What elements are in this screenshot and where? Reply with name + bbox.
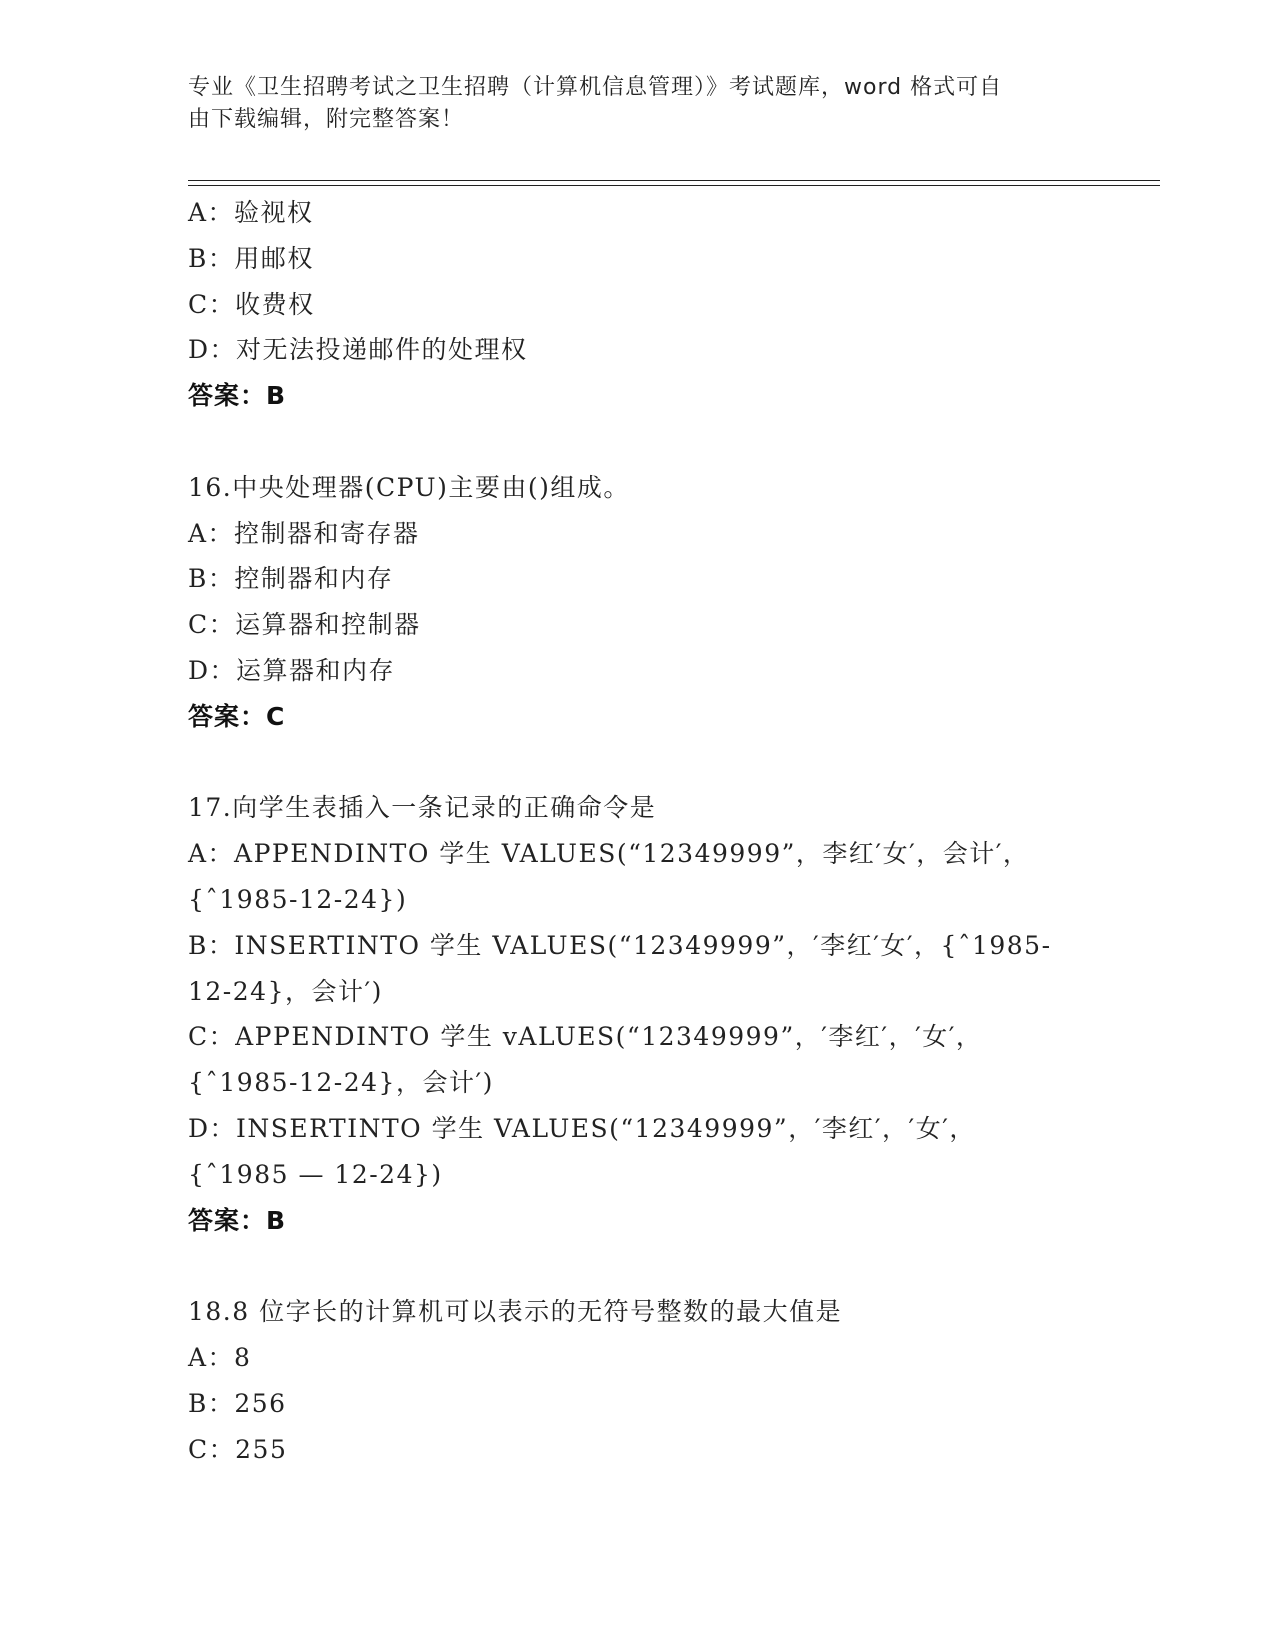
document-body: [188, 190, 1148, 1472]
header-divider-top: [188, 180, 1160, 181]
answer-label: 答案：B: [188, 1205, 287, 1235]
header-line-1: 专业《卫生招聘考试之卫生招聘（计算机信息管理）》考试题库，word 格式可自: [188, 75, 1003, 100]
option-a-line-2: {ˆ1985-12-24}): [188, 884, 408, 914]
spacer: [188, 419, 1148, 465]
option-d: D：对无法投递邮件的处理权: [188, 335, 528, 365]
answer-label: 答案：C: [188, 701, 286, 731]
option-b-line-2: 12-24}，会计′): [188, 976, 383, 1006]
question-text: 17.向学生表插入一条记录的正确命令是: [188, 793, 657, 823]
option-d-line-1: D：INSERTINTO 学生 VALUES(“12349999”，′李红′，′女′，: [188, 1113, 976, 1143]
option-b-line-1: B：INSERTINTO 学生 VALUES(“12349999”，′李红′女′，{ˆ1985-: [188, 930, 1052, 960]
option-b: B：控制器和内存: [188, 564, 394, 594]
document-header: [188, 72, 1068, 136]
option-a-line-1: A：APPENDINTO 学生 VALUES(“12349999”，李红′女′，会计′，: [188, 839, 1030, 869]
question-18: [188, 1289, 1148, 1472]
option-d-line-2: {ˆ1985 — 12-24}): [188, 1159, 443, 1189]
question-text: 18.8 位字长的计算机可以表示的无符号整数的最大值是: [188, 1297, 843, 1327]
question-17: [188, 785, 1148, 1243]
option-c-line-2: {ˆ1985-12-24}，会计′): [188, 1068, 494, 1098]
option-b: B：256: [188, 1388, 287, 1418]
option-a: A：验视权: [188, 198, 314, 227]
option-c: C：运算器和控制器: [188, 610, 421, 640]
option-c-line-1: C：APPENDINTO 学生 vALUES(“12349999”，′李红′，′女′，: [188, 1022, 983, 1052]
answer-label: 答案：B: [188, 381, 287, 411]
option-a: A：8: [188, 1342, 252, 1372]
question-text: 16.中央处理器(CPU)主要由()组成。: [188, 472, 630, 502]
option-d: D：运算器和内存: [188, 655, 396, 685]
question-15: [188, 190, 1148, 419]
header-line-2: 由下载编辑，附完整答案！: [188, 107, 465, 132]
header-divider-bottom: [188, 185, 1160, 186]
question-16: [188, 465, 1148, 740]
option-c: C：255: [188, 1434, 288, 1464]
option-b: B：用邮权: [188, 243, 314, 273]
spacer: [188, 740, 1148, 786]
spacer: [188, 1243, 1148, 1289]
option-c: C：收费权: [188, 289, 315, 319]
option-a: A：控制器和寄存器: [188, 518, 420, 548]
